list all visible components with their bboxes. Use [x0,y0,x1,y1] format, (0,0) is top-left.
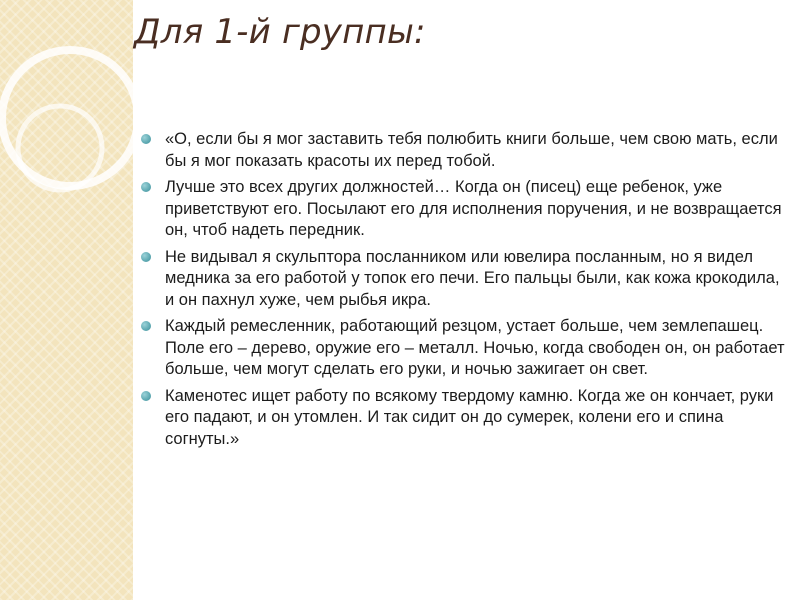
slide-title: Для 1-й группы: [134,12,426,52]
bullet-text: Каждый ремесленник, работающий резцом, устает больше, чем землепашец. Поле его – дерево, оружие его – металл. Ночью, когда свободен он, он работает больше, чем могут сделать его руки, и ночью зажигает он свет. [165,317,785,378]
bullet-list [141,129,786,455]
small-ring [18,106,102,190]
bullet-dot-icon [141,134,151,144]
bullet-item [141,129,786,172]
bullet-text: Каменотес ищет работу по всякому твердому камню. Когда же он кончает, руки его падают, и он утомлен. И так сидит он до сумерек, колени его и спина согнуты.» [165,386,774,448]
bullet-text: Лучше это всех других должностей… Когда он (писец) еще ребенок, уже приветствуют его. Посылают его для исполнения поручения, и не возвращается он, чтоб надеть передник. [165,178,782,239]
bullet-item [141,247,786,312]
bullet-dot-icon [141,252,151,262]
bullet-dot-icon [141,391,151,401]
bullet-dot-icon [141,182,151,192]
bullet-dot-icon [141,321,151,331]
bullet-item [141,177,786,242]
bullet-text: «О, если бы я мог заставить тебя полюбить книги больше, чем свою мать, если бы я мог показать красоты их перед тобой. [165,130,778,170]
bullet-text: Не видывал я скульптора посланником или ювелира посланным, но я видел медника за его работой у топок его печи. Его пальцы были, как кожа крокодила, и он пахнул хуже, чем рыбья икра. [165,247,780,309]
bullet-item [141,386,786,451]
bullet-item [141,316,786,381]
